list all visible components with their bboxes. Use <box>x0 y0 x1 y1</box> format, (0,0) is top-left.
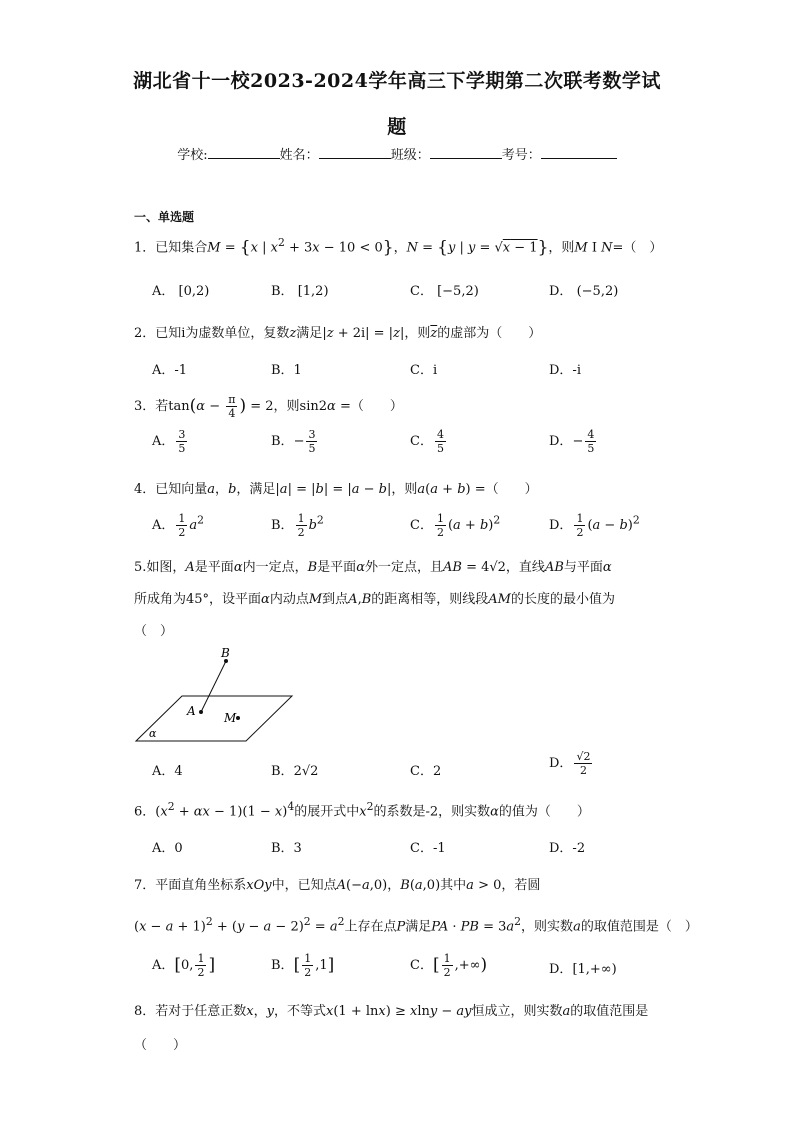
question-2: 2．已知i为虚数单位，复数z满足|z + 2i| = |z|，则$\overline{z}$的虚部为（ ） <box>134 326 542 341</box>
question-7-line2: $(x - a + 1)^2 + (y - a - 2)^2 = a^2$上存在点P满足PA · PB = $3a^2$，则实数a的取值范围是（ ） <box>134 915 698 935</box>
q3-option-d[interactable]: D．− $\frac{4}{5}$ <box>549 428 595 455</box>
name-blank[interactable] <box>319 146 391 159</box>
q7-option-a[interactable]: A．[0, $\frac{1}{2}$ ] <box>152 952 216 979</box>
school-blank[interactable] <box>208 146 280 159</box>
page-title-line1: 湖北省十一校2023-2024学年高三下学期第二次联考数学试 <box>133 70 661 92</box>
q4-option-b[interactable]: B． $\frac{1}{2}$ $b^2$ <box>271 512 324 539</box>
plane-alpha <box>136 696 292 741</box>
question-7-line1: 7．平面直角坐标系xOy中，已知点A(−a,0)，B(a,0)其中a > 0，若圆 <box>134 878 541 893</box>
question-8-line2: （ ） <box>134 1038 187 1053</box>
segment-ab <box>201 661 226 712</box>
exam-no-blank[interactable] <box>541 146 617 159</box>
question-4: 4．已知向量a，b，满足|a| = |b| = |a − b|，则a(a + b) =（ ） <box>134 482 538 497</box>
label-b: B <box>221 646 230 660</box>
class-label: 班级： <box>390 148 430 163</box>
page-title-line2: 题 <box>387 116 407 138</box>
q4-option-c[interactable]: C． $\frac{1}{2}$ $(a + b)^2$ <box>410 512 501 539</box>
q2-option-b[interactable]: B．1 <box>271 363 302 378</box>
question-5-line1: 5.如图，A是平面α内一定点，B是平面α外一定点，且AB = 4√2，直线AB与平面α <box>134 560 612 575</box>
question-5-line3: （ ） <box>134 624 174 639</box>
q6-option-d[interactable]: D．-2 <box>549 841 586 856</box>
q4-option-d[interactable]: D． $\frac{1}{2}$ $(a - b)^2$ <box>549 512 640 539</box>
q6-option-a[interactable]: A．0 <box>152 841 183 856</box>
section-heading: 一、单选题 <box>134 210 195 224</box>
point-m <box>236 716 240 720</box>
label-alpha: α <box>149 727 157 740</box>
q7-option-c[interactable]: C．[ $\frac{1}{2}$ ,+∞) <box>410 952 488 979</box>
q5-option-c[interactable]: C．2 <box>410 764 442 779</box>
q2-option-a[interactable]: A．-1 <box>152 363 188 378</box>
label-a: A <box>187 704 196 718</box>
question-3: 3．若tan(α − $\frac{\pi}{4}$ ) = 2，则sin2α =（ ） <box>134 393 403 420</box>
class-blank[interactable] <box>430 146 502 159</box>
school-label: 学校: <box>177 148 208 163</box>
q5-option-d[interactable]: D． $\frac{√2}{2}$ <box>549 750 591 777</box>
name-label: 姓名： <box>279 148 319 163</box>
q7-option-d[interactable]: D．[1,+∞) <box>549 962 617 977</box>
exam-no-label: 考号： <box>501 148 541 163</box>
q5-option-b[interactable]: B．2√2 <box>271 764 319 779</box>
q3-option-b[interactable]: B．− $\frac{3}{5}$ <box>271 428 316 455</box>
q5-option-a[interactable]: A．4 <box>152 764 183 779</box>
q3-option-a[interactable]: A． $\frac{3}{5}$ <box>152 428 186 455</box>
question-8-line1: 8．若对于任意正数x，y，不等式x(1 + lnx) ≥ xlny − ay恒成立，则实数a的取值范围是 <box>134 1004 649 1019</box>
question-5-line2: 所成角为45°，设平面α内动点M到点A,B的距离相等，则线段AM的长度的最小值为 <box>134 592 615 607</box>
student-info-row <box>0 144 794 163</box>
q6-option-c[interactable]: C．-1 <box>410 841 446 856</box>
q7-option-b[interactable]: B．[ $\frac{1}{2}$ ,1] <box>271 952 335 979</box>
q2-option-d[interactable]: D．-i <box>549 363 581 378</box>
label-m: M <box>224 711 237 725</box>
q2-option-c[interactable]: C．i <box>410 363 438 378</box>
q3-option-c[interactable]: C． $\frac{4}{5}$ <box>410 428 444 455</box>
q1-option-c[interactable]: C． [−5,2) <box>410 284 479 299</box>
q1-option-d[interactable]: D． (−5,2) <box>549 284 619 299</box>
q5-figure <box>130 645 300 750</box>
q1-option-a[interactable]: A． [0,2) <box>152 284 210 299</box>
q6-option-b[interactable]: B．3 <box>271 841 302 856</box>
q1-option-b[interactable]: B． [1,2) <box>271 284 329 299</box>
question-6: 6．$(x^2 + \alpha x - 1)(1 - x)^4$的展开式中$x^2$的系数是-2，则实数α的值为（ ） <box>134 800 590 820</box>
question-1: 1．已知集合M = {x | $x^2 + 3x - 10 < 0$}，N = {y | y = √x − 1}，则M I N=（ ） <box>134 236 663 258</box>
q4-option-a[interactable]: A． $\frac{1}{2}$ $a^2$ <box>152 512 205 539</box>
point-a <box>199 710 203 714</box>
